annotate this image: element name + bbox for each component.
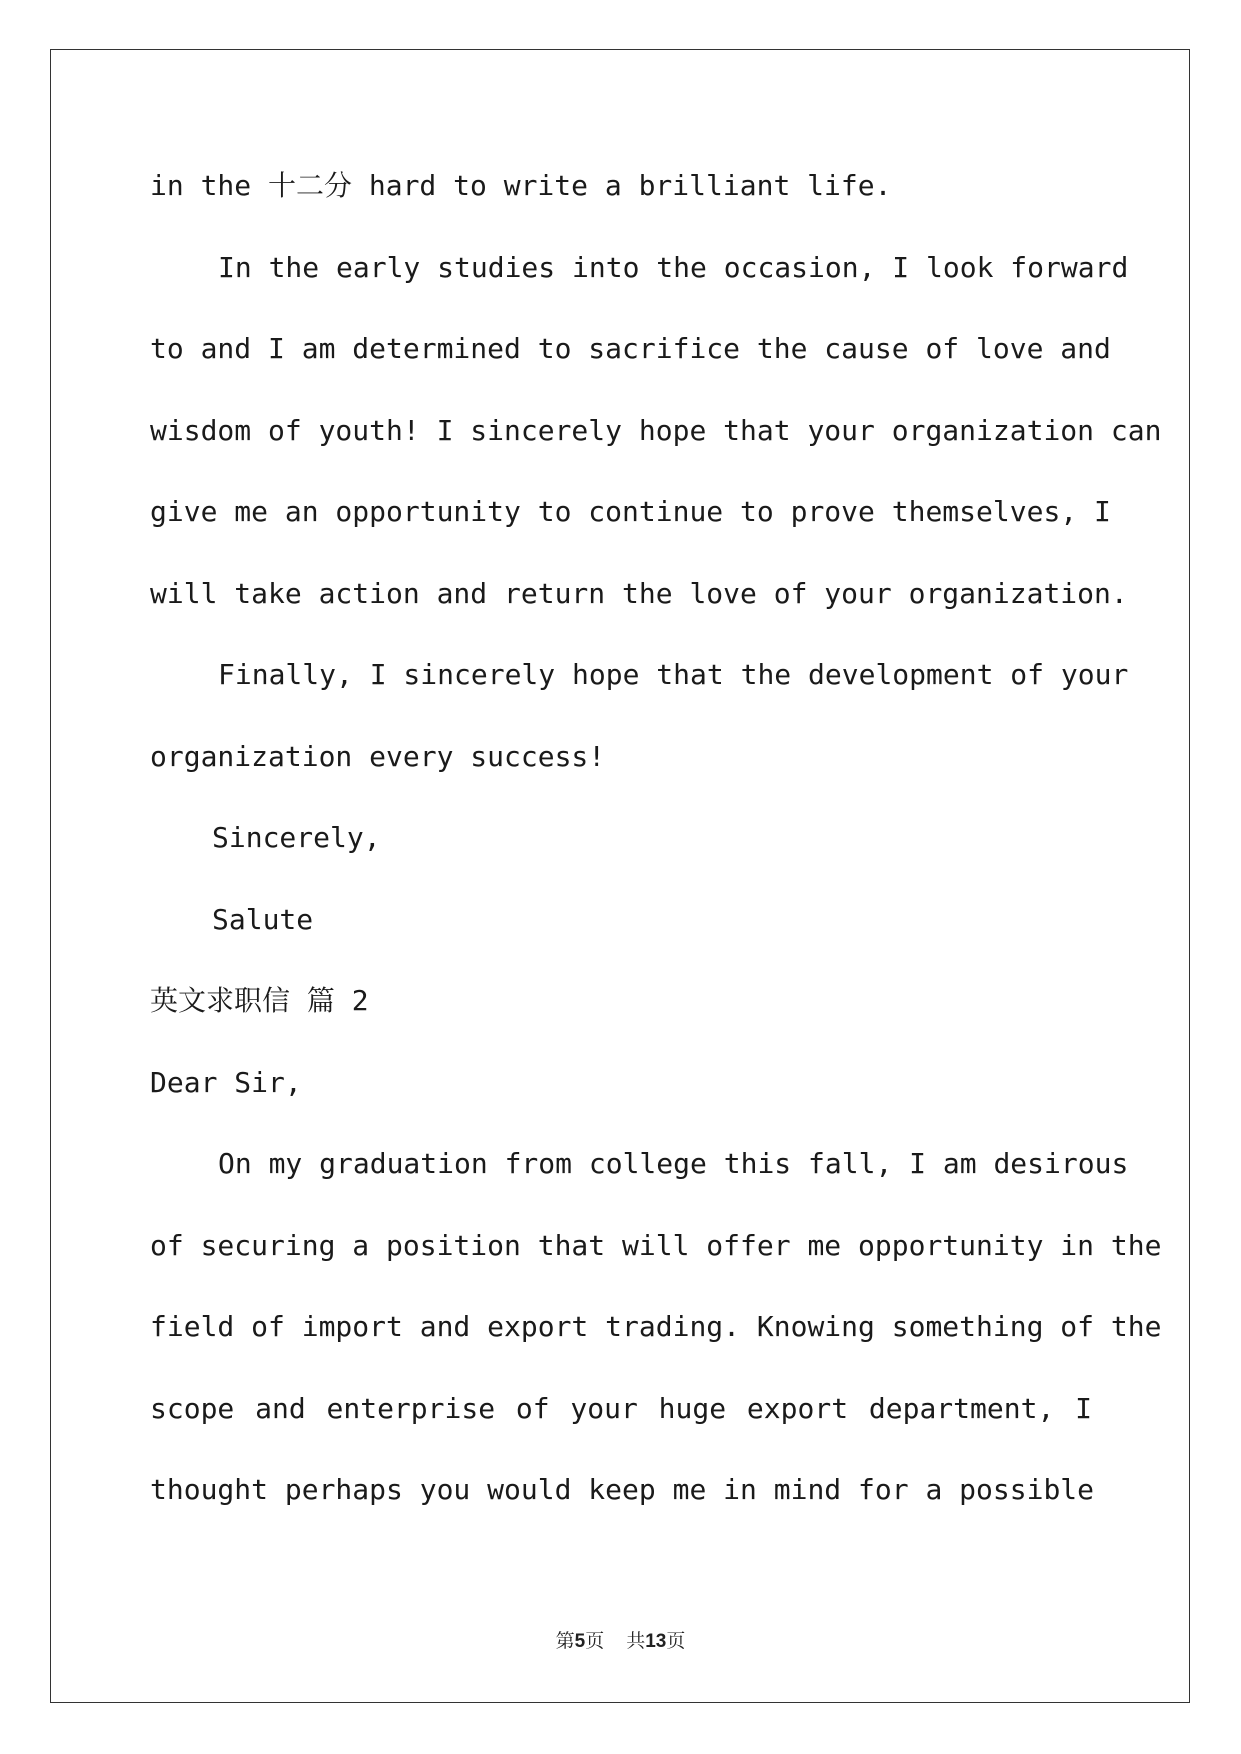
text-line-6: will take action and return the love of your organization. xyxy=(150,576,1128,610)
salutation: Dear Sir, xyxy=(150,1065,302,1099)
text-line-17: thought perhaps you would keep me in mind for a possible xyxy=(150,1473,1095,1506)
document-body xyxy=(150,160,1162,1546)
text-line-13: On my graduation from college this fall, I am desirous xyxy=(218,1147,1129,1180)
footer-total-suffix: 页 xyxy=(666,1630,686,1652)
text-line-4: wisdom of youth! I sincerely hope that your organization can xyxy=(150,413,1162,447)
closing-sincerely: Sincerely, xyxy=(212,821,381,854)
text-line-7: Finally, I sincerely hope that the development of your xyxy=(218,658,1129,691)
text-line-5: give me an opportunity to continue to prove themselves, I xyxy=(150,495,1111,528)
footer-total-pages: 13 xyxy=(645,1631,667,1652)
text-line-16: scope and enterprise of your huge export department, I xyxy=(150,1391,1092,1425)
text-line-3: to and I am determined to sacrifice the cause of love and xyxy=(150,332,1111,365)
text-line-2: In the early studies into the occasion, I look forward xyxy=(218,250,1129,284)
page-footer xyxy=(0,1626,1241,1653)
footer-page-number: 5 xyxy=(574,1631,586,1652)
footer-prefix: 第 xyxy=(555,1630,575,1652)
section-heading: 英文求职信 篇 2 xyxy=(150,984,369,1017)
closing-salute: Salute xyxy=(212,902,314,936)
text-line-14: of securing a position that will offer me opportunity in the xyxy=(150,1228,1162,1262)
text-line-15: field of import and export trading. Knowing something of the xyxy=(150,1310,1162,1343)
text-line-8: organization every success! xyxy=(150,739,606,773)
footer-page-suffix: 页 xyxy=(585,1630,605,1652)
text-line-1: in the 十二分 hard to write a brilliant life. xyxy=(150,169,892,202)
footer-total-prefix: 共 xyxy=(626,1630,646,1652)
